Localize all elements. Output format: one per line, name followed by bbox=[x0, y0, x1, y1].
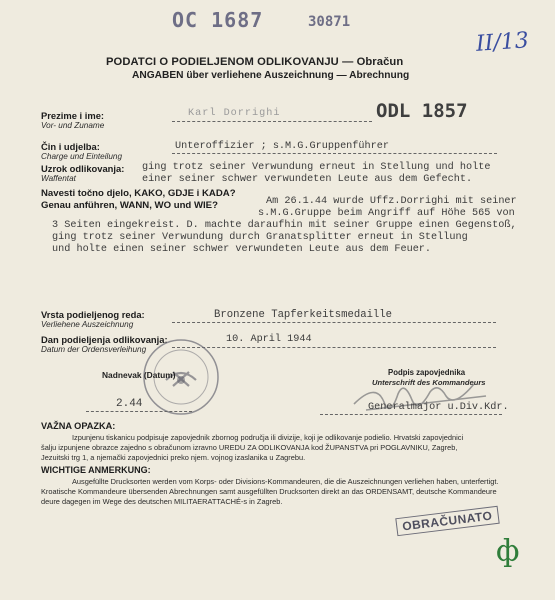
detail-line-3: 3 Seiten eingekreist. D. machte daraufhin mit seiner Gruppe einen Gegenstoß, bbox=[52, 220, 517, 231]
date-label-de: Datum der Ordensverleihung bbox=[41, 345, 147, 354]
handwritten-ref: II/13 bbox=[475, 28, 530, 57]
name-line bbox=[172, 121, 372, 122]
stamp-number-1: OC 1687 bbox=[172, 8, 264, 32]
signature-value: Generalmajor u.Div.Kdr. bbox=[368, 402, 509, 413]
signature-label-hr: Podpis zapovjednika bbox=[388, 368, 466, 377]
nadnevak-line bbox=[86, 411, 192, 412]
detail-line-2: s.M.G.Gruppe beim Angriff auf Höhe 565 von bbox=[258, 208, 515, 219]
important-de-text-1: Ausgefüllte Drucksorten werden vom Korps- oder Divisions-Kommandeuren, die die Auszeichnungen verliehen haben, unterfertigt. bbox=[72, 477, 499, 486]
reason-label-de: Waffentat bbox=[41, 174, 76, 183]
rank-value: Unteroffizier ; s.M.G.Gruppenführer bbox=[175, 141, 389, 152]
detail-line-5: und holte einen seiner schwer verwundeten Leute aus dem Feuer. bbox=[52, 244, 432, 255]
instruction-de: Genau anführen, WANN, WO und WIE? bbox=[41, 200, 218, 211]
name-label-hr: Prezime i ime: bbox=[41, 110, 105, 121]
obracunato-stamp: OBRAČUNATO bbox=[395, 506, 499, 536]
important-hr-text-1: Izpunjenu tiskanicu podpisuje zapovjednik zbornog područja ili divizije, koji je odlikovanje podielio. Hrvatski zapovjednici bbox=[72, 433, 464, 442]
handwritten-signature-icon bbox=[346, 374, 496, 426]
reason-line-2: einer seiner schwer verwundeten Leute aus dem Gefecht. bbox=[142, 174, 473, 185]
signature-line bbox=[320, 414, 502, 415]
important-hr-text-3: Jezuitski trg 1, a njemački zapovjednici preko njem. vojnog izaslanika u Zagrebu. bbox=[41, 453, 306, 462]
important-de-text-2: Kroatische Kommandeure übersenden Abrechnungen samt ausgefüllten Drucksorten direkt an das ORDENSAMT, deutsche Kommandeure bbox=[41, 487, 497, 496]
rank-label-hr: Čin i udjelba: bbox=[41, 141, 100, 152]
instruction-hr: Navesti točno djelo, KAKO, GDJE i KADA? bbox=[41, 188, 236, 199]
important-hr-text-2: šalju izpunjene obrazce zajedno s obračunom izravno UREDU ZA ODLIKOVANJA kod ŽUPANSTVA pri POGLAVNIKU, Zagreb, bbox=[41, 443, 458, 452]
reason-line-1: ging trotz seiner Verwundung erneut in Stellung und holte bbox=[142, 162, 491, 173]
date-value: 10. April 1944 bbox=[226, 334, 312, 345]
name-value: Karl Dorrighi bbox=[188, 108, 281, 119]
signature-label-de: Unterschrift des Kommandeurs bbox=[372, 378, 486, 387]
award-label-hr: Vrsta podieljenog reda: bbox=[41, 309, 145, 320]
detail-line-4: ging trotz seiner Verwundung durch Granatsplitter erneut in Stellung bbox=[52, 232, 468, 243]
handwritten-mark: ф bbox=[496, 534, 520, 569]
nadnevak-label: Nadnevak (Datum) bbox=[102, 370, 176, 380]
detail-line-1: Am 26.1.44 wurde Uffz.Dorrighi mit seiner bbox=[266, 196, 517, 207]
important-de-text-3: deure dagegen im Wege des deutschen MILITAERATTACHÉ-s in Zagreb. bbox=[41, 497, 283, 506]
reason-label-hr: Uzrok odlikovanja: bbox=[41, 163, 125, 174]
important-de-heading: WICHTIGE ANMERKUNG: bbox=[41, 465, 151, 475]
odl-stamp: ODL 1857 bbox=[376, 100, 468, 122]
title-hr: PODATCI O PODIELJENOM ODLIKOVANJU — Obračun bbox=[106, 56, 404, 68]
stamp-number-2: 30871 bbox=[308, 14, 351, 30]
nadnevak-value: 2.44 bbox=[116, 398, 143, 410]
award-value: Bronzene Tapferkeitsmedaille bbox=[214, 309, 393, 321]
award-label-de: Verliehene Auszeichnung bbox=[41, 320, 134, 329]
rank-line bbox=[172, 153, 497, 154]
date-label-hr: Dan podieljenja odlikovanja: bbox=[41, 334, 168, 345]
name-label-de: Vor- und Zuname bbox=[41, 121, 105, 130]
title-de: ANGABEN über verliehene Auszeichnung — Abrechnung bbox=[132, 70, 410, 81]
important-hr-heading: VAŽNA OPAZKA: bbox=[41, 421, 116, 431]
award-line bbox=[172, 322, 496, 323]
rank-label-de: Charge und Einteilung bbox=[41, 152, 123, 161]
